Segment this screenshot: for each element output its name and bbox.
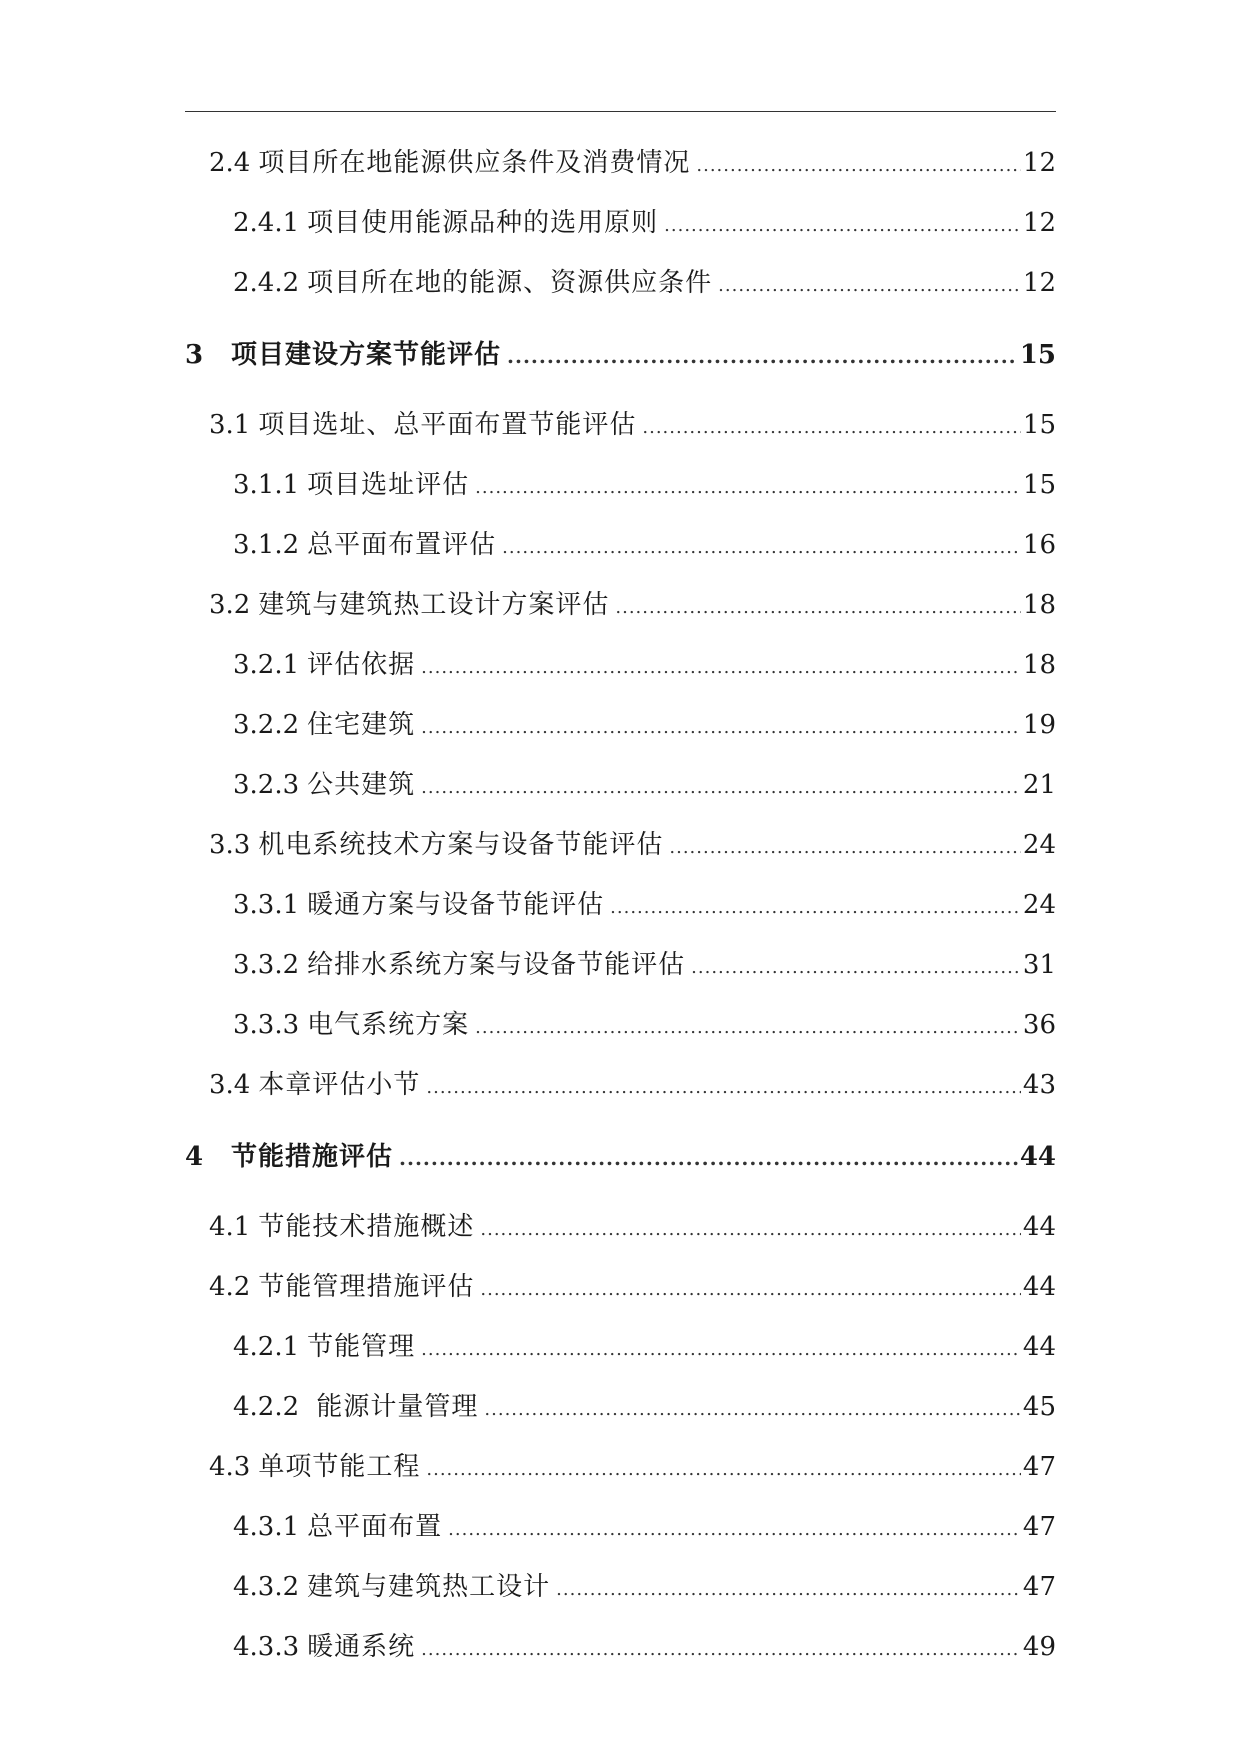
toc-entry[interactable] (185, 1069, 1056, 1104)
toc-entry-page-number: 18 (1022, 590, 1056, 620)
toc-entry-title: 公共建筑 (307, 770, 416, 800)
toc-entry-title: 项目使用能源品种的选用原则 (307, 208, 659, 238)
toc-dot-leader (426, 1072, 1021, 1104)
toc-entry-page-number: 19 (1022, 710, 1056, 740)
toc-entry-number: 3.3.2 (233, 950, 300, 980)
toc-entry-page-number: 47 (1022, 1512, 1056, 1542)
toc-entry[interactable] (185, 1511, 1056, 1546)
toc-entry-title: 项目所在地能源供应条件及消费情况 (258, 148, 691, 178)
toc-dot-leader (718, 270, 1021, 302)
toc-entry[interactable] (185, 469, 1056, 504)
toc-dot-leader (484, 1394, 1020, 1426)
toc-entry-page-number: 47 (1022, 1452, 1056, 1482)
toc-entry[interactable] (185, 409, 1056, 444)
toc-entry-page-number: 12 (1022, 148, 1056, 178)
toc-entry-title: 住宅建筑 (307, 710, 416, 740)
toc-entry-title: 给排水系统方案与设备节能评估 (307, 950, 686, 980)
table-of-contents (185, 147, 1056, 1666)
toc-entry-title: 单项节能工程 (258, 1452, 421, 1482)
toc-entry[interactable] (185, 267, 1056, 302)
toc-entry-number: 3.2 (209, 590, 251, 620)
toc-entry-page-number: 12 (1022, 268, 1056, 298)
toc-entry-title: 节能技术措施概述 (258, 1212, 475, 1242)
toc-entry-title: 总平面布置 (307, 1512, 443, 1542)
toc-dot-leader (448, 1514, 1021, 1546)
toc-entry-number: 4.3.3 (233, 1632, 300, 1662)
toc-entry-page-number: 15 (1019, 340, 1056, 370)
toc-entry-page-number: 44 (1022, 1272, 1056, 1302)
toc-dot-leader (556, 1574, 1021, 1606)
toc-entry-number: 4.3.1 (233, 1512, 300, 1542)
toc-entry-page-number: 16 (1022, 530, 1056, 560)
toc-entry[interactable] (185, 1571, 1056, 1606)
toc-entry-title: 暖通系统 (307, 1632, 416, 1662)
toc-entry-title: 项目所在地的能源、资源供应条件 (307, 268, 713, 298)
toc-entry-title: 节能措施评估 (231, 1142, 394, 1172)
toc-dot-leader (669, 832, 1021, 864)
toc-entry-number: 3.3 (209, 830, 251, 860)
toc-entry[interactable] (185, 949, 1056, 984)
toc-entry-title: 节能管理措施评估 (258, 1272, 475, 1302)
toc-dot-leader (475, 472, 1021, 504)
toc-entry-title: 本章评估小节 (258, 1070, 421, 1100)
toc-entry[interactable] (185, 1451, 1056, 1486)
toc-dot-leader (610, 892, 1021, 924)
toc-entry-page-number: 18 (1022, 650, 1056, 680)
toc-entry[interactable] (185, 589, 1056, 624)
toc-entry-number: 4.3.2 (233, 1572, 300, 1602)
toc-dot-leader (696, 150, 1021, 182)
toc-entry-number: 3.3.1 (233, 890, 300, 920)
toc-entry-number: 3.1.2 (233, 530, 300, 560)
toc-entry-number: 4.2.1 (233, 1332, 300, 1362)
toc-dot-leader (507, 340, 1018, 372)
toc-entry-number: 3.3.3 (233, 1010, 300, 1040)
toc-entry[interactable] (185, 1141, 1056, 1174)
toc-dot-leader (399, 1142, 1018, 1174)
toc-entry[interactable] (185, 529, 1056, 564)
toc-entry[interactable] (185, 829, 1056, 864)
toc-entry-number: 4.3 (209, 1452, 251, 1482)
toc-entry[interactable] (185, 207, 1056, 242)
toc-entry-title: 机电系统技术方案与设备节能评估 (258, 830, 664, 860)
toc-entry[interactable] (185, 1009, 1056, 1044)
toc-dot-leader (475, 1012, 1021, 1044)
toc-entry-title: 暖通方案与设备节能评估 (307, 890, 605, 920)
toc-dot-leader (502, 532, 1021, 564)
toc-entry-page-number: 36 (1022, 1010, 1056, 1040)
toc-entry-page-number: 44 (1022, 1212, 1056, 1242)
toc-entry-title: 建筑与建筑热工设计方案评估 (258, 590, 610, 620)
toc-dot-leader (421, 1334, 1021, 1366)
toc-entry-number: 4 (185, 1142, 204, 1172)
toc-entry-page-number: 45 (1022, 1392, 1056, 1422)
toc-entry-page-number: 15 (1022, 470, 1056, 500)
toc-entry-number: 3.2.2 (233, 710, 300, 740)
toc-entry-page-number: 24 (1022, 890, 1056, 920)
toc-entry-number: 4.2 (209, 1272, 251, 1302)
toc-entry[interactable] (185, 1211, 1056, 1246)
toc-entry-page-number: 43 (1022, 1070, 1056, 1100)
toc-dot-leader (615, 592, 1021, 624)
toc-entry-page-number: 44 (1022, 1332, 1056, 1362)
toc-entry-title: 建筑与建筑热工设计 (307, 1572, 551, 1602)
toc-entry-title: 节能管理 (307, 1332, 416, 1362)
toc-entry-number: 3.2.3 (233, 770, 300, 800)
toc-entry[interactable] (185, 649, 1056, 684)
toc-dot-leader (642, 412, 1021, 444)
toc-entry-page-number: 49 (1022, 1632, 1056, 1662)
toc-dot-leader (480, 1214, 1021, 1246)
toc-dot-leader (421, 1634, 1021, 1666)
toc-entry-number: 4.1 (209, 1212, 251, 1242)
toc-entry[interactable] (185, 889, 1056, 924)
toc-entry-title: 评估依据 (307, 650, 416, 680)
toc-entry-number: 3.2.1 (233, 650, 300, 680)
toc-entry-title: 项目建设方案节能评估 (231, 340, 502, 370)
toc-entry[interactable] (185, 1391, 1056, 1426)
toc-entry-title: 电气系统方案 (307, 1010, 470, 1040)
toc-entry-page-number: 31 (1022, 950, 1056, 980)
toc-dot-leader (426, 1454, 1021, 1486)
toc-entry[interactable] (185, 769, 1056, 804)
toc-entry[interactable] (185, 709, 1056, 744)
toc-entry-title: 总平面布置评估 (307, 530, 497, 560)
toc-dot-leader (664, 210, 1021, 242)
toc-entry[interactable] (185, 147, 1056, 182)
toc-entry-page-number: 15 (1022, 410, 1056, 440)
toc-entry-number: 3 (185, 340, 204, 370)
header-rule (185, 111, 1056, 112)
toc-entry-title: 项目选址评估 (307, 470, 470, 500)
toc-dot-leader (691, 952, 1021, 984)
toc-entry-number: 2.4 (209, 148, 251, 178)
toc-entry-number: 3.4 (209, 1070, 251, 1100)
toc-entry-number: 2.4.2 (233, 268, 300, 298)
toc-entry-page-number: 47 (1022, 1572, 1056, 1602)
toc-entry-page-number: 12 (1022, 208, 1056, 238)
toc-entry-page-number: 21 (1022, 770, 1056, 800)
toc-entry-number: 3.1 (209, 410, 251, 440)
toc-entry-page-number: 24 (1022, 830, 1056, 860)
toc-entry-number: 4.2.2 (233, 1392, 300, 1422)
toc-entry-number: 3.1.1 (233, 470, 300, 500)
toc-dot-leader (421, 772, 1021, 804)
toc-entry-title: 能源计量管理 (307, 1392, 479, 1422)
toc-dot-leader (480, 1274, 1021, 1306)
toc-dot-leader (421, 712, 1021, 744)
toc-entry-page-number: 44 (1019, 1142, 1056, 1172)
toc-entry-title: 项目选址、总平面布置节能评估 (258, 410, 637, 440)
toc-entry-number: 2.4.1 (233, 208, 300, 238)
toc-entry[interactable] (185, 1631, 1056, 1666)
toc-dot-leader (421, 652, 1021, 684)
toc-entry[interactable] (185, 339, 1056, 372)
toc-entry[interactable] (185, 1331, 1056, 1366)
toc-entry[interactable] (185, 1271, 1056, 1306)
